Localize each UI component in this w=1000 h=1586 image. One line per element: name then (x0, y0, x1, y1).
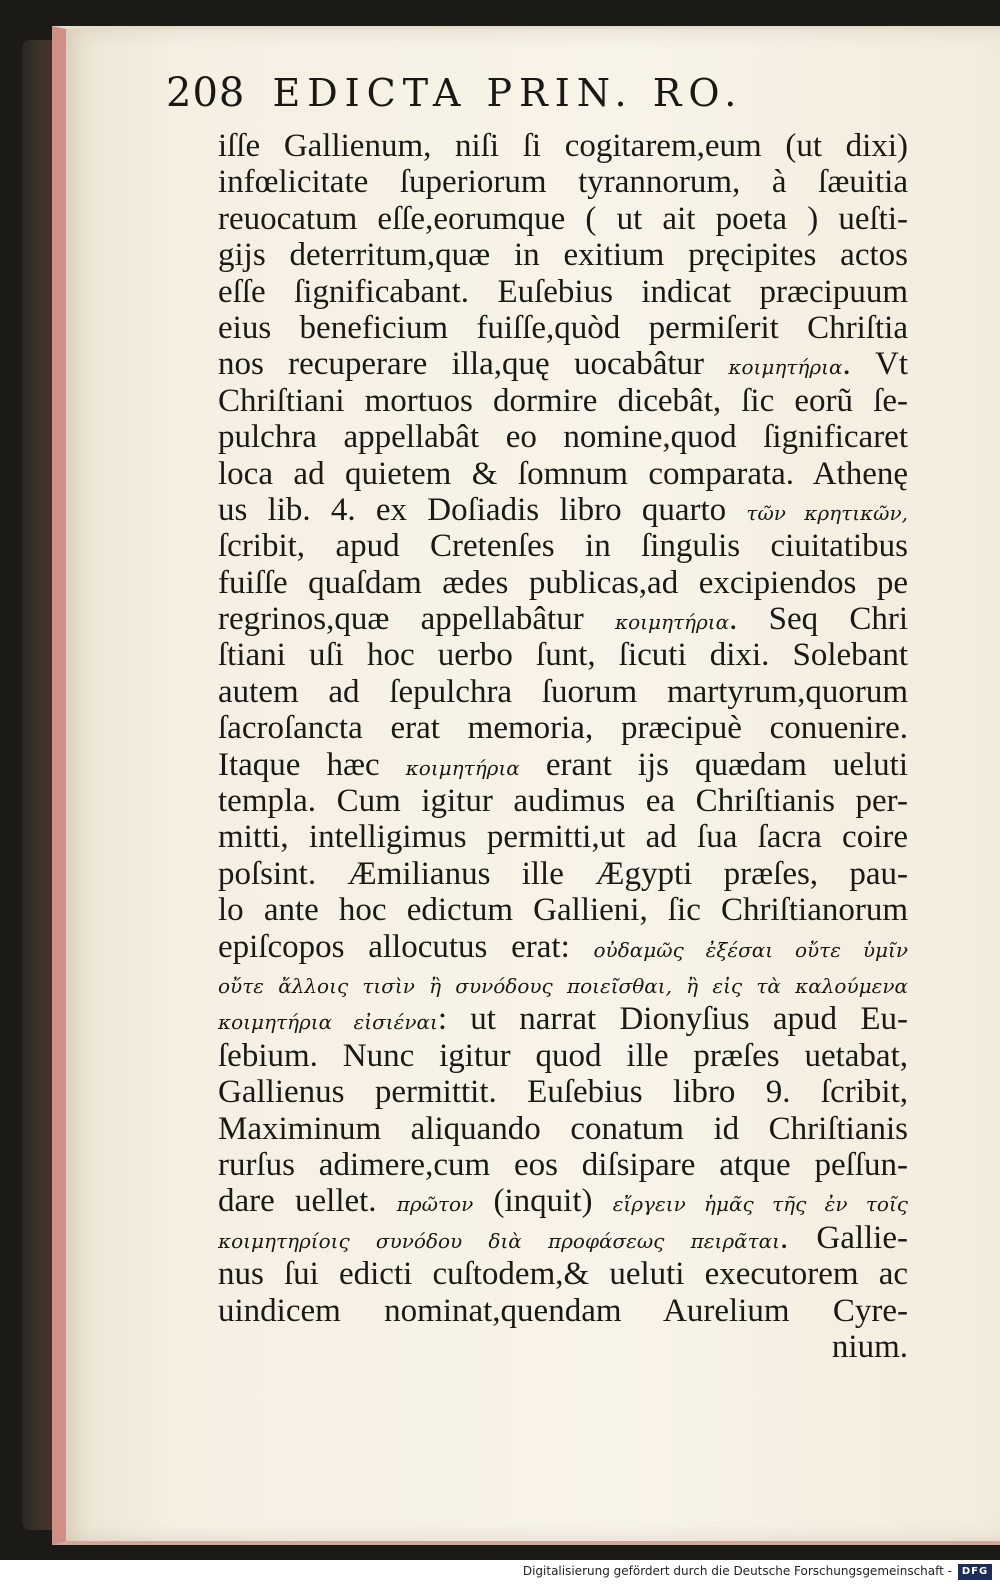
page-header (166, 70, 906, 130)
latin-text: regrinos,quæ appellabâtur (218, 601, 615, 638)
text-line (218, 1329, 908, 1365)
text-line (218, 1147, 908, 1183)
text-line (218, 892, 908, 928)
text-line (218, 1293, 908, 1329)
latin-text: lo ante hoc edictum Gallieni, ſic Chriſtianorum (218, 892, 908, 929)
latin-text: . Vt (842, 346, 908, 383)
greek-text: οὔτε ἄλλοις τισὶν ἢ συνόδους ποιεῖσθαι, ἢ εἰς τὰ καλούμενα (218, 973, 908, 998)
text-line (218, 710, 908, 746)
text-line (218, 164, 908, 200)
latin-text: nos recuperare illa,quę uocabâtur (218, 346, 729, 383)
dfg-logo: DFG (958, 1564, 992, 1580)
latin-text: fuiſſe quaſdam ædes publicas,ad excipiendos pe (218, 564, 908, 601)
text-line (218, 274, 908, 310)
text-line (218, 128, 908, 164)
text-line (218, 1220, 908, 1256)
greek-text: κοιμητήρια εἰσιέναι (218, 1010, 438, 1035)
greek-text: τῶν κρητικῶν, (746, 500, 908, 525)
text-line (218, 456, 908, 492)
text-line (218, 492, 908, 528)
latin-text: mitti, intelligimus permitti,ut ad ſua ſacra coire (218, 819, 908, 856)
text-line (218, 1074, 908, 1110)
text-line (218, 528, 908, 564)
greek-text: πρῶτον (396, 1192, 474, 1217)
text-line (218, 419, 908, 455)
text-line (218, 237, 908, 273)
text-line (218, 1183, 908, 1219)
body-text (218, 128, 908, 1365)
latin-text: gijs deterritum,quæ in exitium pręcipites actos (218, 237, 908, 274)
text-line (218, 565, 908, 601)
latin-text: ſtiani uſi hoc uerbo ſunt, ſicuti dixi. Solebant (218, 637, 908, 674)
text-line (218, 1111, 908, 1147)
latin-text: epiſcopos allocutus erat: (218, 928, 594, 965)
latin-text: pulchra appellabât eo nomine,quod ſignificaret (218, 419, 908, 456)
greek-text: κοιμητήρια (728, 355, 843, 380)
latin-text: infœlicitate ſuperiorum tyrannorum, à ſæuitia (218, 164, 908, 201)
latin-text: nium. (831, 1328, 908, 1365)
latin-text: eius beneficium fuiſſe,quòd permiſerit Chriſtia (218, 309, 908, 346)
latin-text: Chriſtiani mortuos dormire dicebât, ſic eorũ ſe- (218, 382, 908, 419)
latin-text: uindicem nominat,quendam Aurelium Cyre- (218, 1292, 908, 1329)
latin-text: us lib. 4. ex Doſiadis libro quarto (218, 491, 747, 528)
greek-text: κοιμητήρια (614, 610, 730, 635)
text-line (218, 747, 908, 783)
latin-text: Maximinum aliquando conatum id Chriſtianis (218, 1110, 908, 1147)
latin-text: templa. Cum igitur audimus ea Chriſtianis per- (218, 783, 908, 820)
digitization-credit: Digitalisierung gefördert durch die Deutsche Forschungsgemeinschaft - (522, 1564, 952, 1578)
text-line (218, 965, 908, 1001)
latin-text: Itaque hæc (218, 746, 406, 783)
text-line (218, 929, 908, 965)
latin-text: : ut narrat Dionyſius apud Eu- (437, 1001, 908, 1038)
text-line (218, 346, 908, 382)
greek-text: κοιμητήρια (405, 755, 520, 780)
latin-text: . Gallie- (780, 1219, 908, 1256)
text-line (218, 601, 908, 637)
text-line (218, 637, 908, 673)
greek-text: κοιμητηρίοις συνόδου διὰ προφάσεως πειρᾶται (218, 1228, 780, 1253)
latin-text: dare uellet. (218, 1183, 397, 1220)
text-line (218, 856, 908, 892)
latin-text: . Seq Chri (729, 601, 909, 638)
latin-text: erant ijs quædam ueluti (519, 746, 908, 783)
latin-text: poſsint. Æmilianus ille Ægypti præſes, pau- (218, 855, 908, 892)
latin-text: iſſe Gallienum, niſi ſi cogitarem,eum (ut dixi) (218, 128, 908, 164)
text-line (218, 201, 908, 237)
latin-text: Gallienus permittit. Euſebius libro 9. ſcribit, (218, 1074, 908, 1111)
latin-text: autem ad ſepulchra ſuorum martyrum,quorum (218, 673, 908, 710)
text-line (218, 674, 908, 710)
latin-text: reuocatum eſſe,eorumque ( ut ait poeta ) ueſti- (218, 200, 908, 237)
greek-text: εἴργειν ἡμᾶς τῆς ἐν τοῖς (612, 1192, 909, 1217)
latin-text: loca ad quietem & ſomnum comparata. Athenę (218, 455, 908, 492)
text-line (218, 310, 908, 346)
text-line (218, 783, 908, 819)
latin-text: ſcribit, apud Cretenſes in ſingulis ciuitatibus (218, 528, 908, 565)
latin-text: (inquit) (473, 1183, 613, 1220)
text-line (218, 1038, 908, 1074)
latin-text: ſebium. Nunc igitur quod ille præſes uetabat, (218, 1037, 908, 1074)
latin-text: ſacroſancta erat memoria, præcipuè conuenire. (218, 710, 908, 747)
latin-text: nus ſui edicti cuſtodem,& ueluti executorem ac (218, 1256, 908, 1293)
latin-text: rurſus adimere,cum eos diſsipare atque peſſun- (218, 1146, 908, 1183)
text-line (218, 1001, 908, 1037)
greek-text: οὐδαμῶς ἐξέσαι οὔτε ὑμῖν (593, 937, 908, 962)
text-line (218, 1256, 908, 1292)
text-line (218, 383, 908, 419)
page-number: 208 (166, 70, 246, 116)
latin-text: eſſe ſignificabant. Euſebius indicat præcipuum (218, 273, 908, 310)
text-line (218, 819, 908, 855)
running-head: EDICTA PRIN. RO. (272, 71, 744, 115)
footer-bar (0, 1560, 1000, 1586)
